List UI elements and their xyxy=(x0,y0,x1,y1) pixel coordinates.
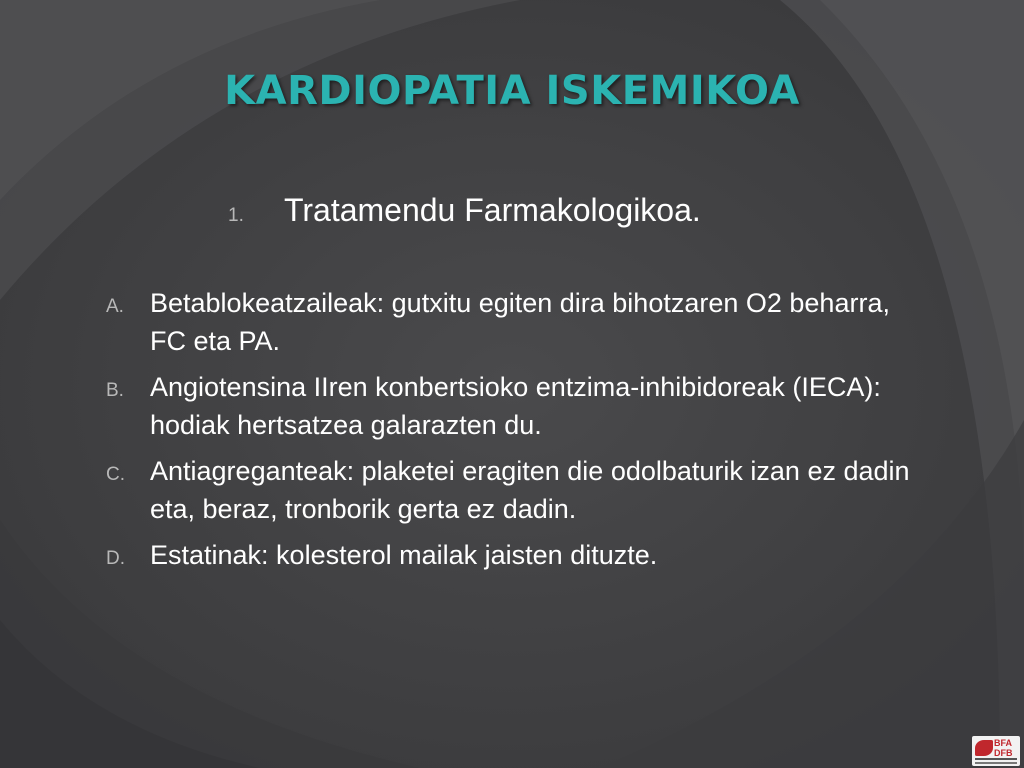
list-item-marker: D. xyxy=(106,548,125,569)
list-item-text: Betablokeatzaileak: gutxitu egiten dira bihotzaren O2 beharra, FC eta PA. xyxy=(150,288,890,356)
list-item xyxy=(106,452,926,528)
logo-text xyxy=(994,738,1013,758)
logo-subline xyxy=(975,758,1017,760)
list-item xyxy=(106,368,926,444)
logo-subline xyxy=(975,762,1017,764)
list-item-marker: B. xyxy=(106,380,124,401)
list-item-text: Estatinak: kolesterol mailak jaisten dituzte. xyxy=(150,540,658,570)
logo-text-line2: DFB xyxy=(994,748,1013,758)
subtitle-row xyxy=(228,192,701,229)
slide-title: KARDIOPATIA ISKEMIKOA xyxy=(224,68,800,114)
list-item xyxy=(106,536,926,574)
bfa-dfb-logo-icon xyxy=(972,736,1020,766)
treatment-list xyxy=(106,284,926,582)
list-item-text: Angiotensina IIren konbertsioko entzima-inhibidoreak (IECA): hodiak hertsatzea galarazten du. xyxy=(150,372,881,440)
subtitle-text: Tratamendu Farmakologikoa. xyxy=(284,192,701,228)
list-item-marker: A. xyxy=(106,296,124,317)
list-item-text: Antiagreganteak: plaketei eragiten die odolbaturik izan ez dadin eta, beraz, tronborik gerta ez dadin. xyxy=(150,456,910,524)
logo-text-line1: BFA xyxy=(994,738,1012,748)
subtitle-number: 1. xyxy=(228,205,244,226)
list-item-marker: C. xyxy=(106,464,125,485)
list-item xyxy=(106,284,926,360)
logo-mark xyxy=(975,740,993,756)
